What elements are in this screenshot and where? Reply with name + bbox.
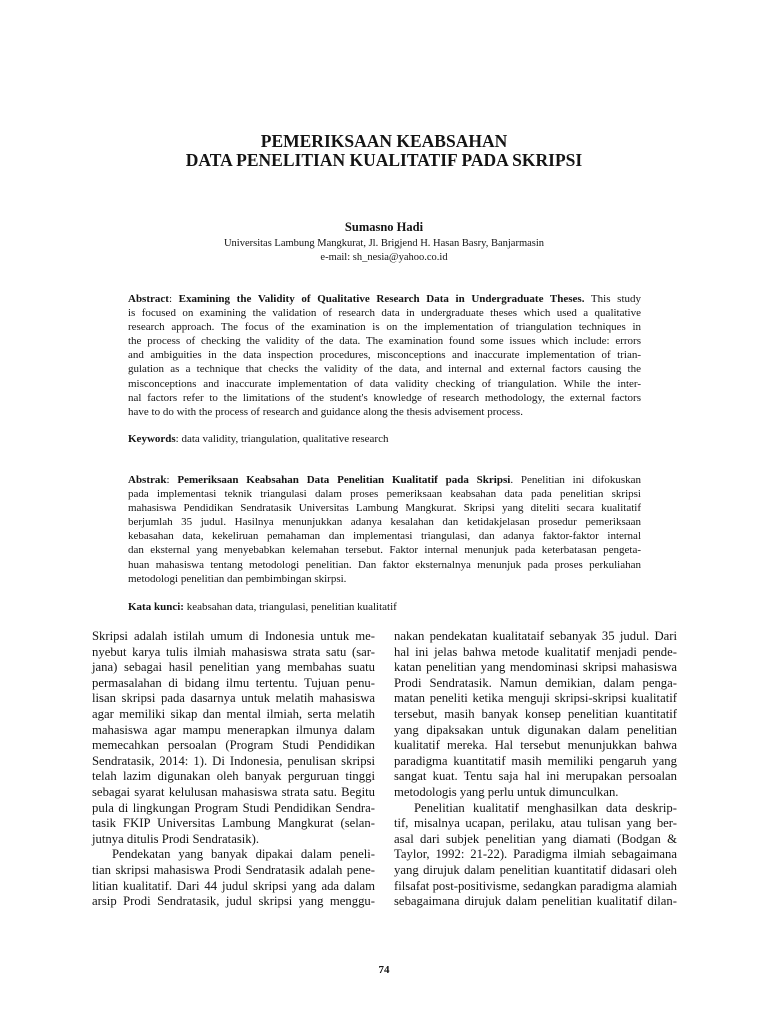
abstract-en — [128, 292, 641, 419]
body-line: Prodi Sendratasik. Namun demikian, dalam penga- — [394, 675, 677, 690]
body-line: yang dirujuk dalam penelitian kuantitatif didasari oleh — [394, 862, 677, 877]
body-line: sebagaimana dirujuk dalam penelitian kualitatif dilan- — [394, 894, 677, 909]
keywords-id — [128, 601, 397, 613]
abstract-en-line: research approach. The focus of the examination is on the implementation of triangulation techniques in — [128, 321, 641, 334]
abstract-id — [128, 473, 641, 586]
abstract-en-line: have to do with the process of research and guidance along the thesis advisement process. — [128, 405, 523, 418]
body-line: sangat kuat. Tentu saja hal ini merupakan persoalan — [394, 769, 677, 784]
keywords-id-text: keabsahan data, triangulasi, penelitian kualitatif — [183, 601, 397, 613]
body-line: paradigma kuantitatif masih memiliki pengaruh yang — [394, 753, 677, 768]
author-name: Sumasno Hadi — [344, 220, 424, 234]
body-line: Penelitian kualitatif menghasilkan data deskrip- — [414, 800, 677, 815]
body-line: tasik FKIP Universitas Lambung Mangkurat (selan- — [92, 816, 375, 831]
body-line: tersebut, masih banyak konsep penelitian kuantitatif — [394, 706, 677, 721]
abstract-en-label: Abstract — [128, 293, 169, 305]
page-number: 74 — [378, 964, 390, 976]
body-line: Skripsi adalah istilah umum di Indonesia untuk me- — [92, 629, 375, 643]
body-line: nakan pendekatan kualitataif sebanyak 35 judul. Dari — [394, 629, 677, 643]
abstract-id-line: metodologi penelitian dan pembimbingan skirpsi. — [128, 572, 347, 585]
abstract-id-line: kebasahan data, kekeliruan pemahaman dan implementasi triangulasi, dan adanya faktor-faktor internal — [128, 530, 641, 543]
body-line: asal dari subjek penelitian yang diamati (Bodgan & — [394, 831, 677, 846]
abstract-en-line: Abstract: Examining the Validity of Qualitative Research Data in Undergraduate Theses. This study — [128, 293, 641, 305]
body-line: telah lazim digunakan oleh banyak perguruan tinggi — [92, 769, 375, 784]
abstract-en-line: gulation as a technique that checks the validity of the data, and internal and external factors causing the — [128, 363, 641, 376]
abstract-en-line: misconceptions and inaccurate implementation of data validity checking of triangulation. While the inter- — [128, 377, 641, 390]
abstract-id-line: huan mahasiswa tentang metodologi penelitian. Dan faktor eksternalnya menunjuk pada proses perkuliahan — [128, 558, 641, 571]
email: e-mail: sh_nesia@yahoo.co.id — [320, 252, 448, 263]
body-line: Sendratasik, 2014: 1). Di Indonesia, penulisan skripsi — [92, 753, 375, 768]
body-line: sebagai syarat kelulusan mahasiswa strata satu. Begitu — [92, 784, 375, 799]
body-line: jutnya ditulis Prodi Sendratasik). — [92, 831, 260, 846]
title-line-2: DATA PENELITIAN KUALITATIF PADA SKRIPSI — [185, 150, 583, 170]
body-line: memecahkan persoalan (Program Studi Pendidikan — [92, 738, 375, 753]
body-line: filsafat post-positivisme, sedangkan paradigma alamiah — [394, 878, 677, 893]
body-line: Pendekatan yang banyak dipakai dalam peneli- — [112, 847, 375, 862]
body-line: pula di lingkungan Program Studi Pendidikan Sendra- — [92, 800, 375, 815]
body-line: lisan skripsi pada dasarnya untuk melatih mahasiswa — [92, 691, 375, 706]
body-line: tif, misalnya ucapan, perilaku, atau tulisan yang ber- — [394, 816, 677, 831]
abstract-en-line: the process of checking the validity of the data. The examination found some issues which include: errors — [128, 335, 641, 348]
body-line: tian skripsi mahasiswa Prodi Sendratasik adalah pene- — [92, 862, 375, 877]
title-line-1: PEMERIKSAAN KEABSAHAN — [260, 131, 508, 151]
body-line: litian kualitatif. Dari 44 judul skripsi yang ada dalam — [92, 878, 375, 893]
body-line: nyebut karya tulis ilmiah mahasiswa strata satu (sar- — [92, 644, 375, 659]
keywords-en — [128, 433, 388, 445]
body-line: matan peneliti ketika menguji skripsi-skripsi kualitatif — [394, 691, 677, 706]
paper-title — [0, 132, 768, 170]
abstract-en-line: is focused on examining the validation of research data in undergraduate theses which used a qualitative — [128, 307, 641, 320]
abstract-en-line: nal factors refer to the limitations of the student's knowledge of research methodology, the external factors — [128, 391, 641, 404]
abstract-id-line: dan eksternal yang menyebabkan kelemahan tersebut. Faktor internal menunjuk pada keterbatasan pengeta- — [128, 544, 641, 557]
body-line: agar memiliki sikap dan mental ilmiah, serta melatih — [92, 706, 375, 721]
abstract-en-title: Examining the Validity of Qualitative Research Data in Undergraduate Theses. — [178, 293, 585, 305]
body-column-right — [394, 629, 677, 910]
body-line: mahasiswa agar mampu menerapkan ilmunya dalam — [92, 722, 375, 737]
body-line: yang dipaksakan untuk digunakan dalam penelitian — [394, 722, 677, 737]
keywords-en-label: Keywords — [128, 433, 176, 445]
body-line: Taylor, 1992: 21-22). Paradigma ilmiah sebagaimana — [394, 847, 677, 862]
body-line: arsip Prodi Sendratasik, judul skripsi yang menggu- — [92, 894, 375, 909]
affiliation: Universitas Lambung Mangkurat, Jl. Brigjend H. Hasan Basry, Banjarmasin — [223, 238, 545, 249]
abstract-id-label: Abstrak — [128, 474, 167, 486]
body-line: kualitatif mereka. Hal tersebut menunjukkan bahwa — [394, 738, 677, 753]
body-line: katan penelitian yang mendominasi skripsi mahasiswa — [394, 660, 677, 675]
abstract-en-text: This study — [584, 293, 641, 305]
abstract-id-text: . Penelitian ini difokuskan — [510, 474, 641, 486]
body-column-left — [92, 629, 375, 910]
keywords-id-label: Kata kunci: — [128, 601, 184, 613]
body-line: jana) sebagai hasil penelitian yang membahas suatu — [92, 660, 375, 675]
abstract-id-line: berjumlah 35 judul. Hasilnya menunjukkan adanya kesalahan dan ketidakjelasan prosedur pemeriksaan — [128, 516, 641, 529]
keywords-en-text: : data validity, triangulation, qualitative research — [175, 433, 389, 445]
body-line: metodologis yang perlu untuk dimunculkan. — [394, 784, 619, 799]
abstract-id-title: Pemeriksaan Keabsahan Data Penelitian Kualitatif pada Skripsi — [177, 474, 511, 486]
author-info — [0, 237, 768, 265]
abstract-id-line: Abstrak: Pemeriksaan Keabsahan Data Penelitian Kualitatif pada Skripsi. Penelitian ini difokuskan — [128, 474, 641, 486]
body-line: hal ini jelas bahwa metode kualitatif menjadi pende- — [394, 644, 677, 659]
body-line: permasalahan di bidang ilmu tertentu. Tujuan penu- — [92, 675, 375, 690]
abstract-en-line: and ambiguities in the data inspection procedures, misconceptions and inaccurate implementation of trian- — [128, 349, 641, 362]
abstract-id-line: pada implementasi teknik triangulasi dalam proses pemeriksaan keabsahan data pada penelitian skripsi — [128, 488, 641, 501]
abstract-id-line: mahasiswa Pendidikan Sendratasik Universitas Lambung Mangkurat. Skripsi yang diteliti secara kualitatif — [128, 502, 641, 515]
